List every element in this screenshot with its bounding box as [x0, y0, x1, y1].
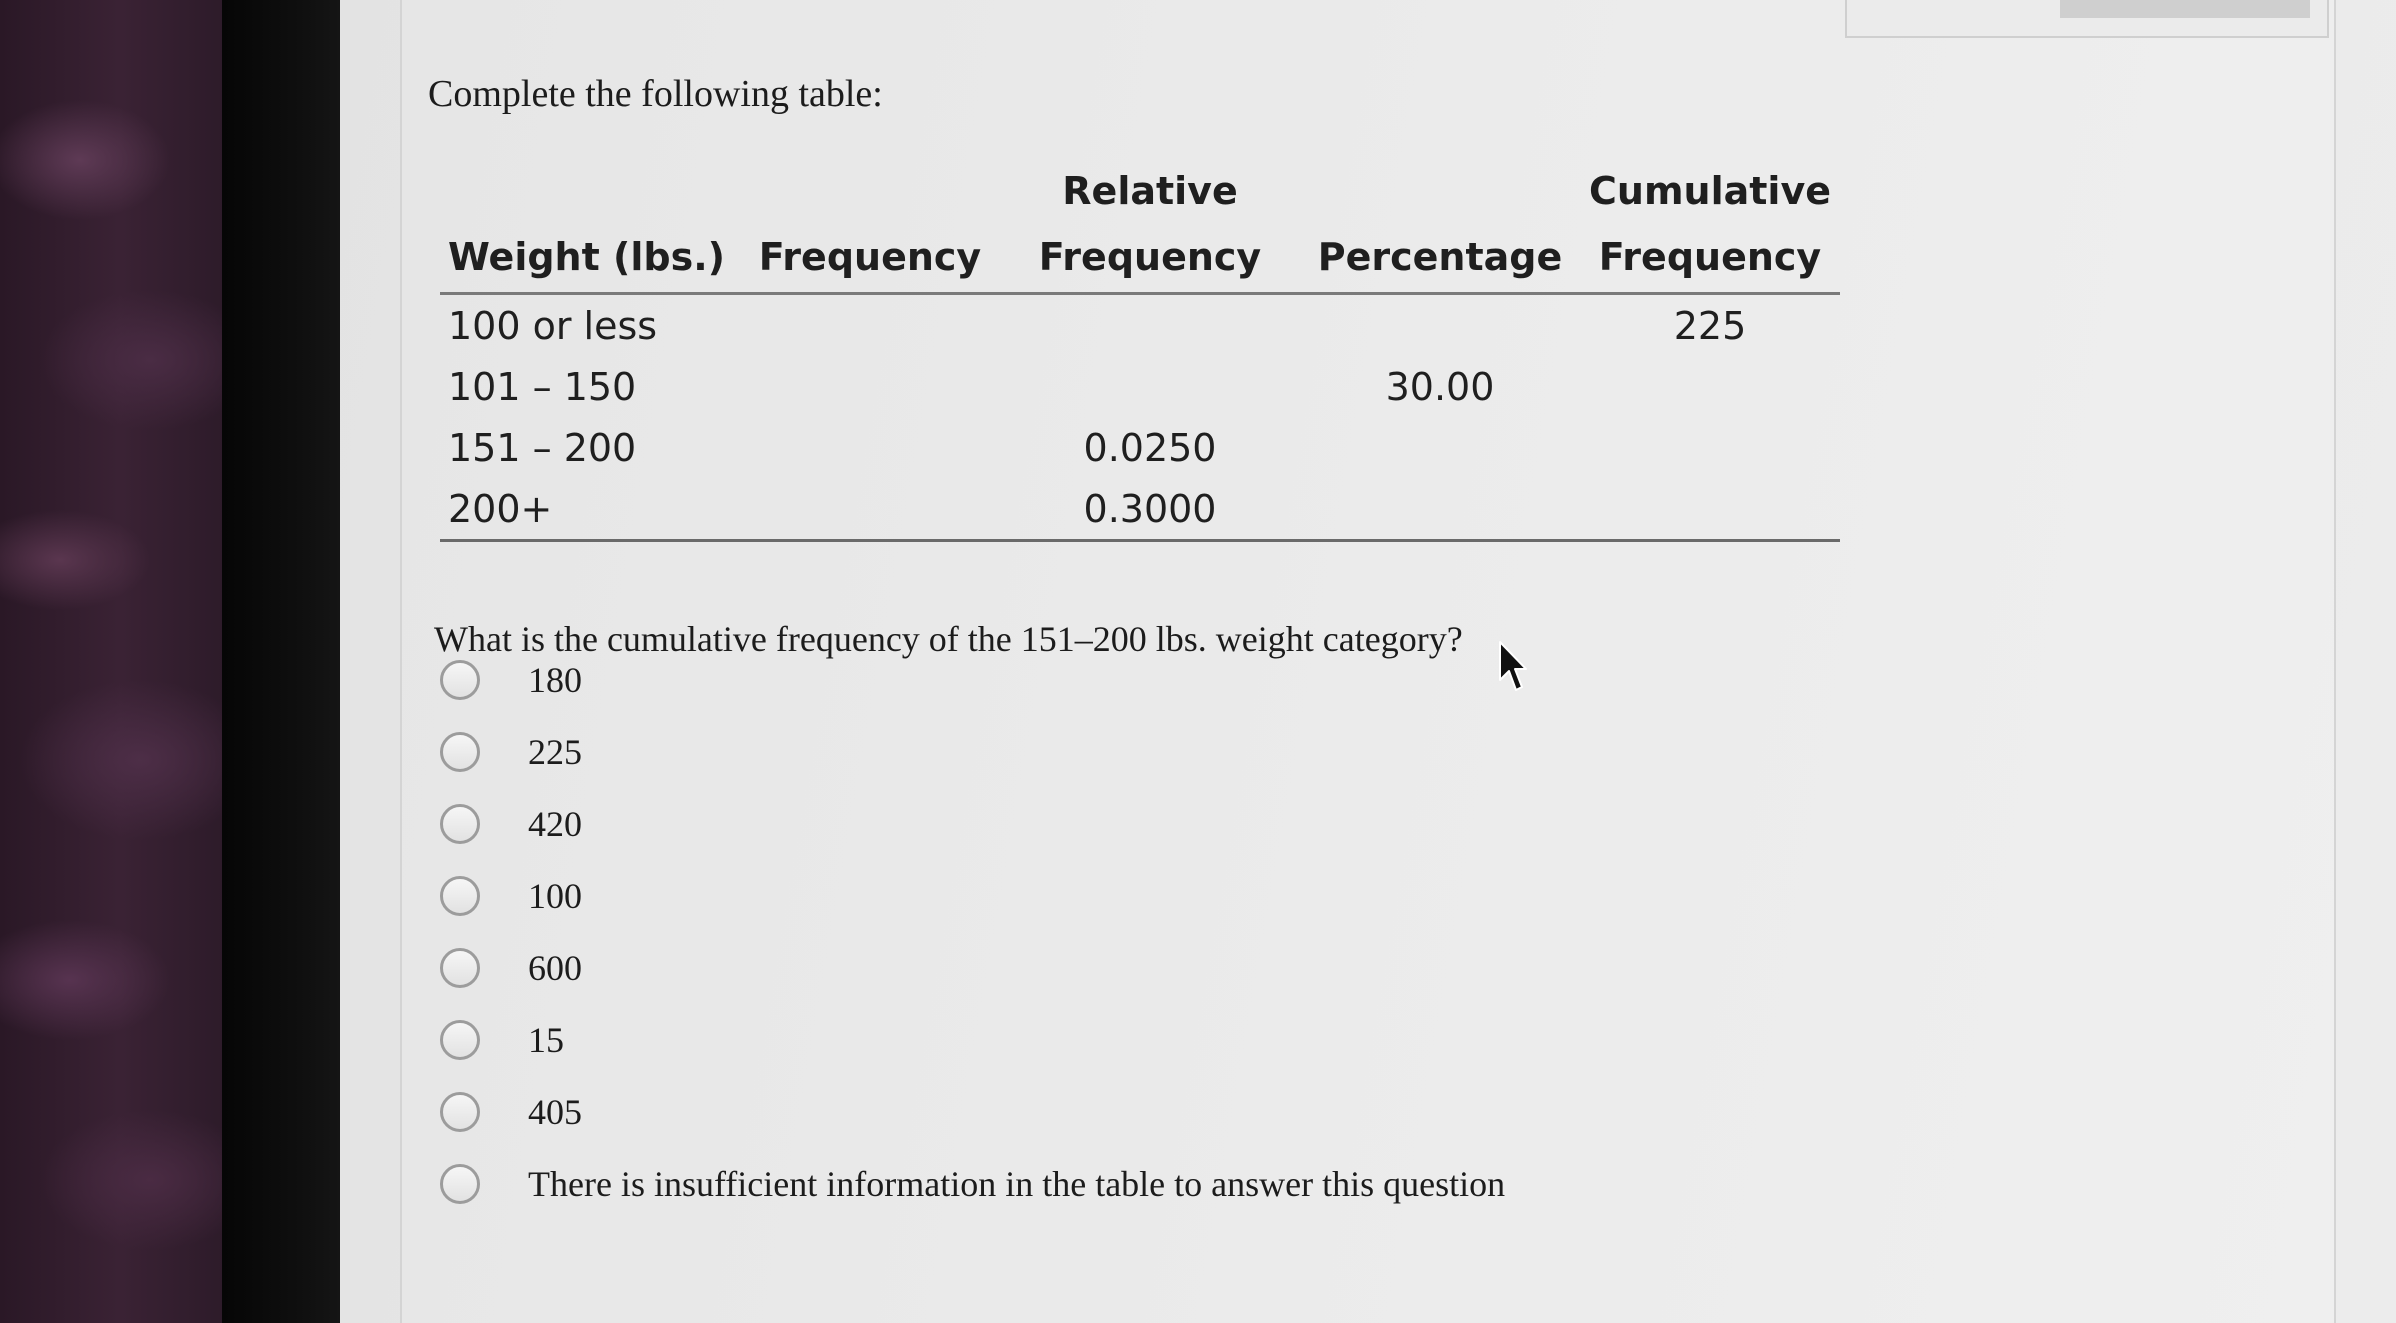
cell-cumulative-frequency — [1580, 417, 1840, 478]
answer-option[interactable] — [440, 1012, 564, 1068]
frequency-table — [440, 160, 1840, 542]
cell-frequency — [740, 417, 1000, 478]
cell-weight: 101 – 150 — [448, 364, 637, 409]
radio-button[interactable] — [440, 804, 480, 844]
cell-percentage — [1300, 294, 1580, 357]
answer-option[interactable] — [440, 1156, 1505, 1212]
cell-frequency — [740, 294, 1000, 357]
cell-percentage — [1300, 478, 1580, 541]
table-row — [440, 294, 1840, 357]
cell-relative-frequency: 0.0250 — [1083, 425, 1217, 470]
radio-button[interactable] — [440, 1020, 480, 1060]
cell-percentage: 30.00 — [1385, 364, 1495, 409]
radio-button[interactable] — [440, 948, 480, 988]
option-label[interactable]: 225 — [528, 732, 582, 772]
radio-button[interactable] — [440, 1164, 480, 1204]
table-row — [440, 356, 1840, 417]
header-frequency-line1 — [740, 160, 1000, 226]
answer-option[interactable] — [440, 1084, 582, 1140]
option-label[interactable]: 405 — [528, 1092, 582, 1132]
cell-weight: 100 or less — [448, 303, 658, 348]
option-label[interactable]: 420 — [528, 804, 582, 844]
cell-relative-frequency: 0.3000 — [1000, 478, 1300, 541]
answer-option[interactable] — [440, 652, 582, 708]
header-weight: Weight (lbs.) — [440, 226, 740, 294]
header-cumulative-frequency: Frequency — [1580, 226, 1840, 294]
top-right-bar — [2060, 0, 2310, 18]
header-percentage-line1 — [1300, 160, 1580, 226]
table-header-row-2 — [440, 226, 1840, 294]
answer-option[interactable] — [440, 868, 582, 924]
option-label[interactable]: 100 — [528, 876, 582, 916]
header-relative-frequency-line1: Relative — [1062, 169, 1238, 213]
cell-frequency — [740, 478, 1000, 541]
cell-percentage — [1300, 417, 1580, 478]
question-text: What is the cumulative frequency of the 151–200 lbs. weight category? — [434, 619, 1463, 659]
header-relative-frequency: Frequency — [1000, 226, 1300, 294]
cell-weight: 200+ — [440, 478, 740, 541]
cell-cumulative-frequency — [1580, 356, 1840, 417]
option-label[interactable]: 15 — [528, 1020, 564, 1060]
answer-option[interactable] — [440, 796, 582, 852]
radio-button[interactable] — [440, 1092, 480, 1132]
prompt-text: Complete the following table: — [428, 73, 883, 115]
header-percentage: Percentage — [1300, 226, 1580, 294]
radio-button[interactable] — [440, 732, 480, 772]
header-frequency: Frequency — [740, 226, 1000, 294]
monitor-bezel — [222, 0, 340, 1323]
answer-option[interactable] — [440, 724, 582, 780]
background-fabric — [0, 0, 240, 1323]
radio-button[interactable] — [440, 660, 480, 700]
mouse-pointer-icon — [1498, 640, 1528, 694]
option-label[interactable]: There is insufficient information in the table to answer this question — [528, 1164, 1506, 1204]
header-cumulative-frequency-line1: Cumulative — [1589, 169, 1831, 213]
table-row — [440, 417, 1840, 478]
option-label[interactable]: 180 — [528, 660, 582, 700]
option-label[interactable]: 600 — [528, 948, 582, 988]
answer-option[interactable] — [440, 940, 582, 996]
cell-cumulative-frequency: 225 — [1673, 303, 1747, 348]
cell-cumulative-frequency — [1580, 478, 1840, 541]
cell-relative-frequency — [1000, 294, 1300, 357]
cell-relative-frequency — [1000, 356, 1300, 417]
cell-frequency — [740, 356, 1000, 417]
header-weight-line1 — [440, 160, 740, 226]
radio-button[interactable] — [440, 876, 480, 916]
table-row — [440, 478, 1840, 541]
cell-weight: 151 – 200 — [448, 425, 637, 470]
table-header-row-1 — [440, 160, 1840, 226]
